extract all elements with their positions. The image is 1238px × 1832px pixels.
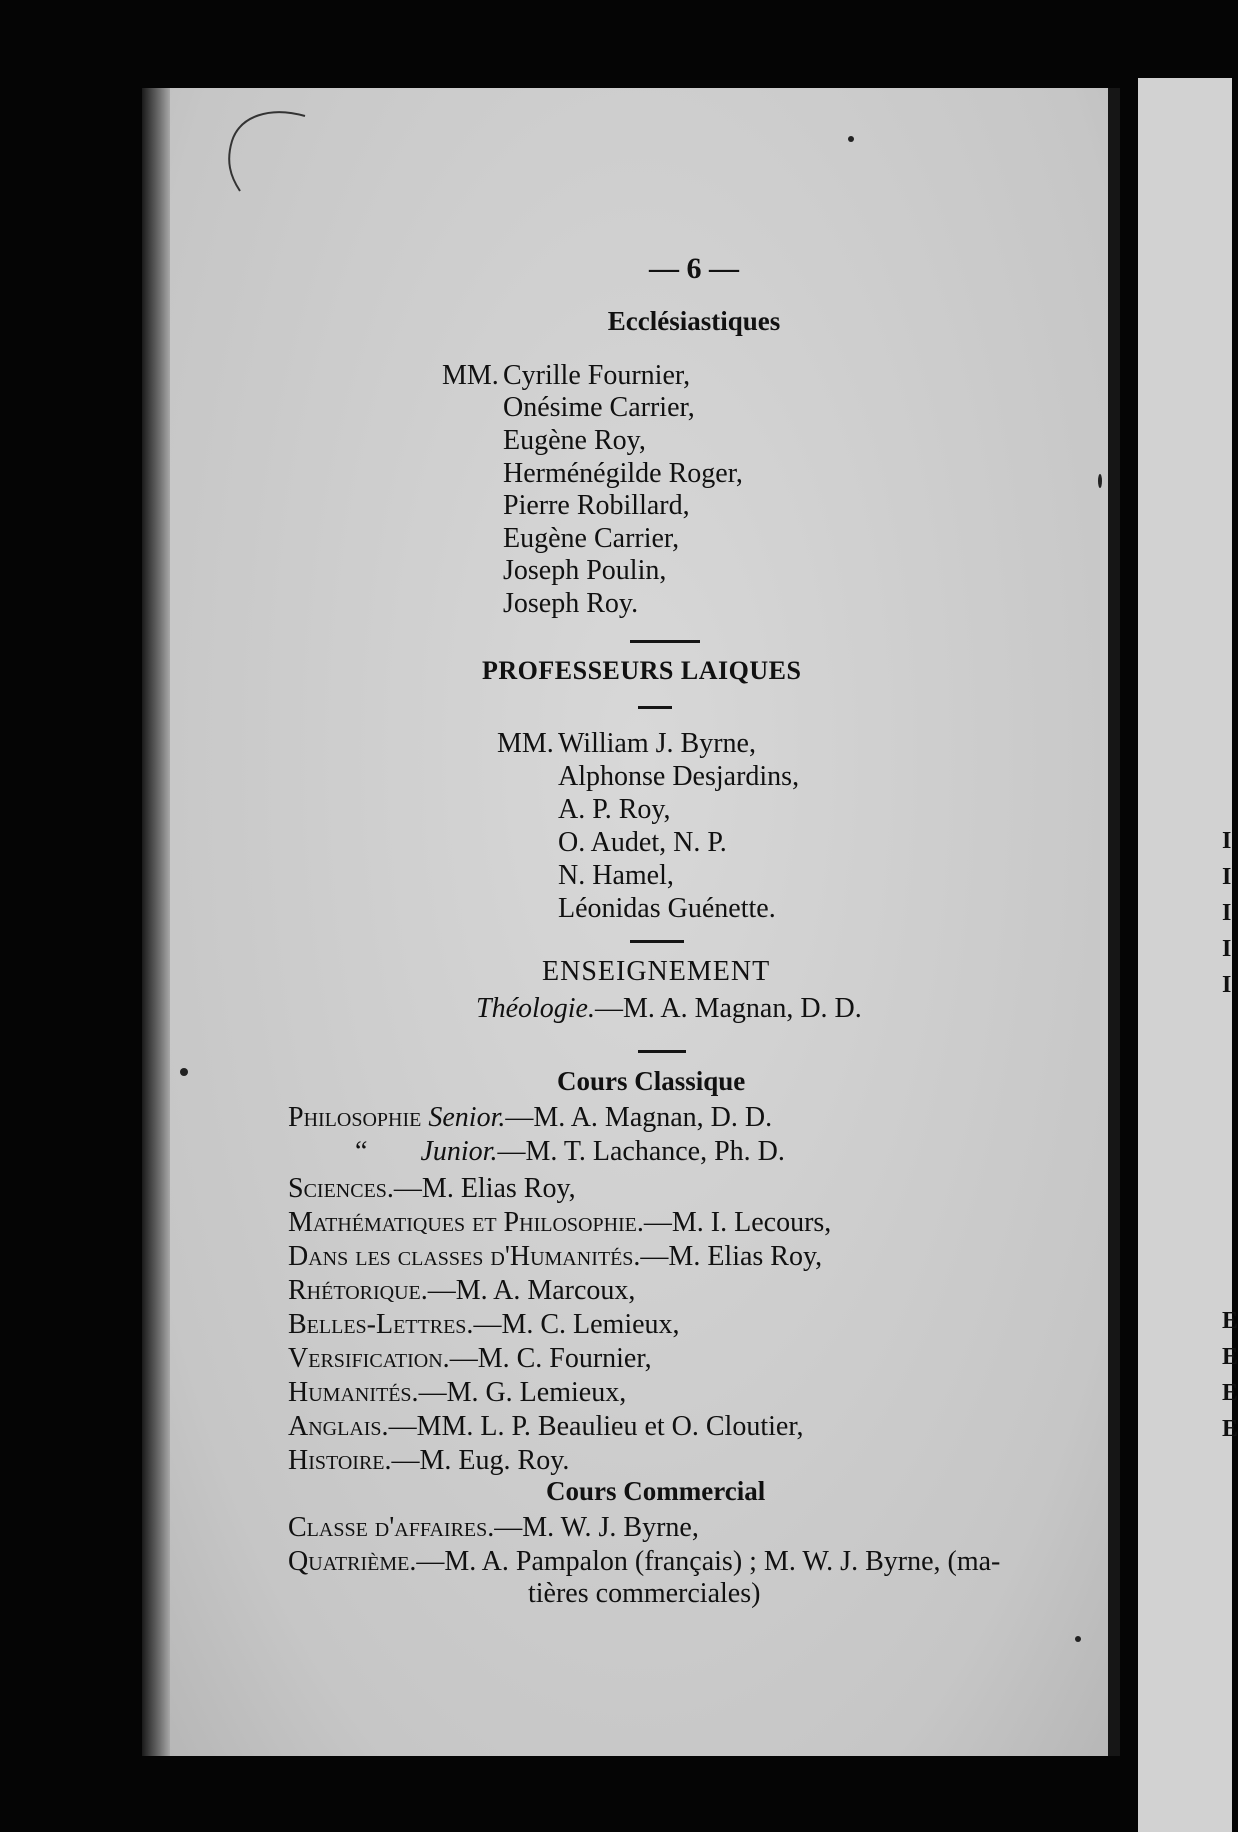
subject-label: Versification.: [288, 1343, 450, 1374]
adjacent-page-letter: E: [1222, 1308, 1238, 1334]
section-rule: [638, 706, 672, 709]
adjacent-page-edge: [1138, 78, 1232, 1832]
adjacent-page-letter: I: [1222, 900, 1232, 926]
subject-teacher: —M. Elias Roy,: [640, 1241, 823, 1272]
subject-teacher: —M. G. Lemieux,: [418, 1377, 627, 1408]
section-heading-cours-classique: Cours Classique: [557, 1066, 746, 1096]
subject-teacher: —M. W. J. Byrne,: [494, 1512, 699, 1543]
ink-speck: [180, 1068, 188, 1076]
subject-teacher: —M. A. Pampalon (français) ; M. W. J. Byrne, (ma-: [416, 1546, 1001, 1577]
subject-teacher: —M. A. Magnan, D. D.: [505, 1102, 773, 1133]
names-prefix: MM.: [497, 728, 554, 759]
subject-sublabel: Junior.: [420, 1136, 498, 1167]
subject-teacher: —M. T. Lachance, Ph. D.: [497, 1136, 785, 1167]
subject-sublabel: Senior.: [428, 1102, 506, 1133]
adjacent-page-letter: I: [1222, 972, 1232, 998]
subject-teacher: —MM. L. P. Beaulieu et O. Cloutier,: [388, 1411, 804, 1442]
name-entry: Eugène Carrier,: [503, 523, 680, 554]
theologie-label: Théologie.: [476, 993, 595, 1024]
adjacent-page-letter: I: [1222, 828, 1232, 854]
name-entry: Onésime Carrier,: [503, 392, 695, 423]
name-entry: Eugène Roy,: [503, 425, 646, 456]
subject-label: Classe d'affaires.: [288, 1512, 495, 1543]
document-page: [170, 88, 1120, 1756]
section-rule: [630, 640, 700, 643]
subject-teacher: —M. A. Marcoux,: [427, 1275, 636, 1306]
name-entry: William J. Byrne,: [558, 728, 756, 759]
name-entry: Cyrille Fournier,: [503, 360, 691, 391]
adjacent-page-letter: E: [1222, 1380, 1238, 1406]
adjacent-page-letter: I: [1222, 864, 1232, 890]
section-heading-ecclesiastiques: Ecclésiastiques: [607, 306, 781, 336]
name-entry: Herménégilde Roger,: [503, 458, 743, 489]
section-heading-laiques: PROFESSEURS LAIQUES: [482, 656, 802, 685]
adjacent-page-letter: I: [1222, 936, 1232, 962]
subject-teacher: —M. Eug. Roy.: [391, 1445, 570, 1476]
subject-label: Philosophie: [288, 1102, 422, 1133]
subject-label: Humanités.: [288, 1377, 419, 1408]
name-entry: O. Audet, N. P.: [558, 827, 727, 858]
subject-label: Anglais.: [288, 1411, 389, 1442]
name-entry: N. Hamel,: [558, 860, 674, 891]
subject-teacher: —M. C. Lemieux,: [473, 1309, 680, 1340]
ink-speck: [848, 136, 854, 142]
subject-label: Dans les classes d'Humanités.: [288, 1241, 641, 1272]
continuation-line: tières commerciales): [528, 1578, 761, 1609]
page-gutter-shadow: [142, 88, 170, 1756]
name-entry: Alphonse Desjardins,: [558, 761, 800, 792]
section-heading-cours-commercial: Cours Commercial: [546, 1476, 766, 1506]
section-heading-enseignement: ENSEIGNEMENT: [542, 956, 771, 987]
section-rule: [638, 1050, 686, 1053]
subject-label: Rhétorique.: [288, 1275, 428, 1306]
ink-speck: [1075, 1636, 1081, 1642]
names-prefix: MM.: [442, 360, 499, 391]
name-entry: Léonidas Guénette.: [558, 893, 776, 924]
name-entry: Joseph Poulin,: [503, 555, 667, 586]
adjacent-page-letter: E: [1222, 1344, 1238, 1370]
subject-label: Mathématiques et Philosophie.: [288, 1207, 644, 1238]
subject-label: Sciences.: [288, 1173, 394, 1204]
adjacent-page-letter: E: [1222, 1416, 1238, 1442]
ink-speck: [1098, 474, 1102, 488]
subject-teacher: —M. Elias Roy,: [393, 1173, 576, 1204]
name-entry: A. P. Roy,: [558, 794, 671, 825]
subject-teacher: —M. I. Lecours,: [643, 1207, 832, 1238]
ditto-mark: “: [355, 1136, 368, 1167]
theologie-teacher: —M. A. Magnan, D. D.: [595, 993, 862, 1024]
subject-label: Histoire.: [288, 1445, 392, 1476]
subject-label: Belles-Lettres.: [288, 1309, 474, 1340]
page-number: — 6 —: [649, 252, 739, 285]
name-entry: Joseph Roy.: [503, 588, 639, 619]
pencil-scribble-mark: [210, 106, 320, 216]
subject-label: Quatrième.: [288, 1546, 417, 1577]
section-rule: [630, 940, 684, 943]
name-entry: Pierre Robillard,: [503, 490, 690, 521]
subject-teacher: —M. C. Fournier,: [449, 1343, 652, 1374]
